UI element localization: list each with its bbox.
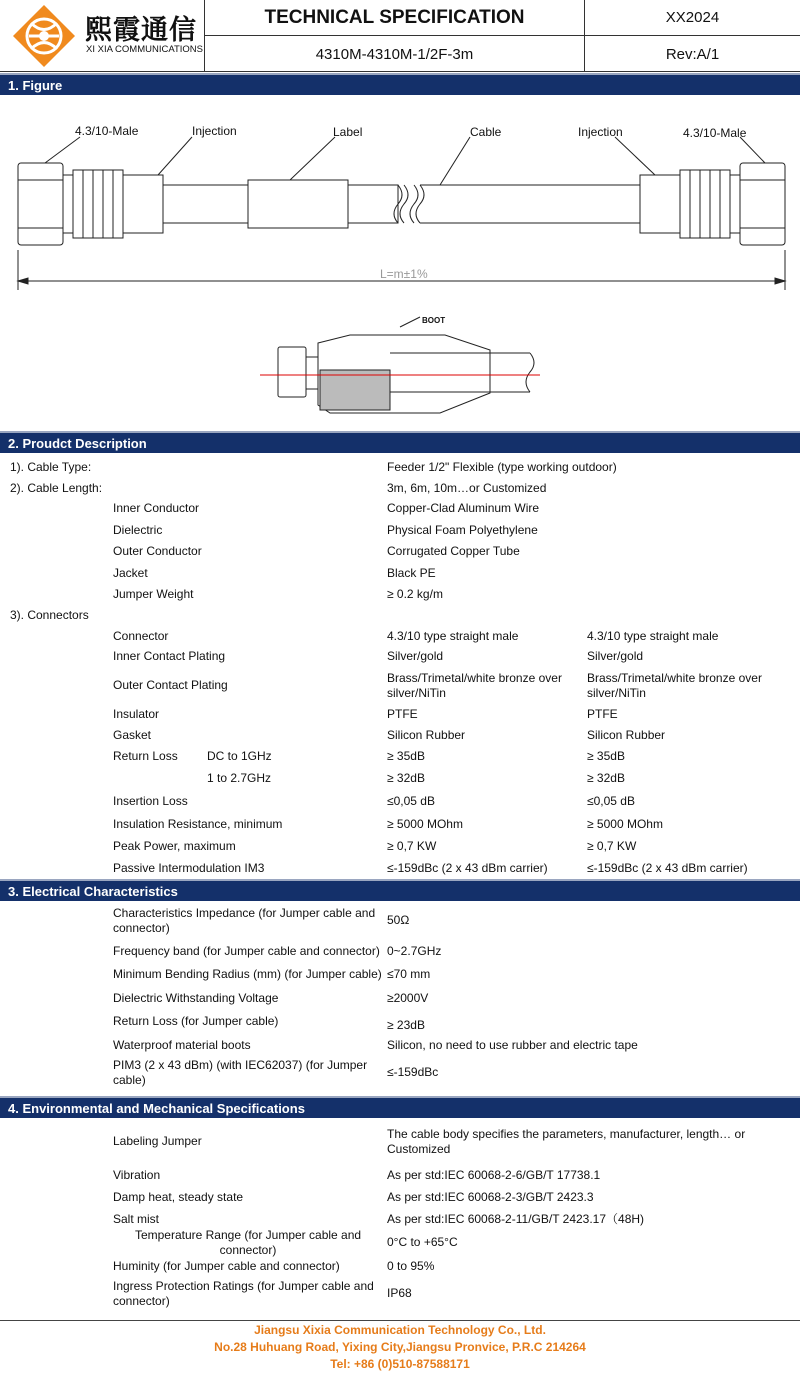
label-label: Label [333, 125, 363, 139]
electrical-spec-value: ≥ 23dB [387, 1018, 425, 1032]
section-electrical-header: 3. Electrical Characteristics [0, 879, 800, 901]
cable-spec-value: ≥ 0.2 kg/m [387, 587, 443, 601]
connector-spec-value-a: Silicon Rubber [387, 728, 466, 742]
cable-drawing [0, 95, 800, 430]
connector-spec-value-a: PTFE [387, 707, 418, 721]
environmental-spec-name: Temperature Range (for Jumper cable and connector) [134, 1228, 362, 1257]
electrical-spec-name: Frequency band (for Jumper cable and connector) [113, 944, 380, 958]
electrical-spec-value: ≥2000V [387, 991, 429, 1005]
label-right-connector: 4.3/10-Male [683, 126, 747, 140]
label-cable: Cable [470, 125, 502, 139]
label-left-injection: Injection [192, 124, 237, 138]
connector-spec-value-a: ≤-159dBc (2 x 43 dBm carrier) [387, 861, 548, 875]
cable-length-value: 3m, 6m, 10m…or Customized [387, 481, 547, 495]
connector-spec-value-a: ≥ 0,7 KW [387, 839, 437, 853]
doc-number: XX2024 [585, 0, 800, 36]
electrical-spec-value: ≤-159dBc [387, 1065, 439, 1079]
connector-spec-name: Insulator [113, 707, 160, 721]
part-number: 4310M-4310M-1/2F-3m [205, 36, 585, 72]
connector-spec-value-b: ≤0,05 dB [587, 794, 635, 808]
cable-spec-name: Outer Conductor [113, 544, 202, 558]
company-name-cn: 熙霞通信 [85, 15, 197, 46]
connector-spec-value-a: 4.3/10 type straight male [387, 629, 519, 643]
cable-length-label: 2). Cable Length: [10, 481, 103, 495]
connector-spec-value-b: Silver/gold [587, 649, 644, 663]
footer-address: No.28 Huhuang Road, Yixing City,Jiangsu Pronvice, P.R.C 214264 [214, 1340, 586, 1354]
footer-tel: Tel: +86 (0)510-87588171 [330, 1357, 470, 1371]
label-length-tolerance: L=m±1% [380, 267, 428, 281]
company-logo [0, 0, 205, 72]
electrical-spec-value: 50Ω [387, 913, 410, 927]
connector-spec-value-b: PTFE [587, 707, 618, 721]
connector-spec-value-b: ≥ 35dB [587, 749, 625, 763]
logo-icon [9, 3, 79, 69]
connector-spec-value-b: Silicon Rubber [587, 728, 666, 742]
doc-title: TECHNICAL SPECIFICATION [205, 0, 585, 36]
connector-spec-name: Outer Contact Plating [113, 678, 228, 692]
connector-spec-name: Passive Intermodulation IM3 [113, 861, 265, 875]
cable-spec-name: Inner Conductor [113, 501, 200, 515]
connector-spec-name: Gasket [113, 728, 152, 742]
cable-type-value: Feeder 1/2" Flexible (type working outdoor) [387, 460, 617, 474]
cable-spec-name: Jumper Weight [113, 587, 194, 601]
electrical-spec-name: Characteristics Impedance (for Jumper cable and connector) [113, 906, 376, 935]
section-product-header: 2. Proudct Description [0, 431, 800, 453]
environmental-spec-name: Labeling Jumper [113, 1134, 202, 1148]
environmental-spec-name: Vibration [113, 1168, 161, 1182]
connector-spec-value-b: 4.3/10 type straight male [587, 629, 719, 643]
connector-spec-value-b: Brass/Trimetal/white bronze over silver/NiTin [587, 671, 762, 700]
electrical-spec-value: 0~2.7GHz [387, 944, 442, 958]
electrical-spec-name: PIM3 (2 x 43 dBm) (with IEC62037) (for Jumper cable) [113, 1058, 368, 1087]
footer-company: Jiangsu Xixia Communication Technology Co., Ltd. [254, 1323, 546, 1337]
connector-spec-value-a: ≥ 32dB [387, 771, 425, 785]
cable-spec-value: Copper-Clad Aluminum Wire [387, 501, 540, 515]
label-left-connector: 4.3/10-Male [75, 124, 139, 138]
connector-spec-name: Insulation Resistance, minimum [113, 817, 283, 831]
environmental-spec-name: Salt mist [113, 1212, 160, 1226]
environmental-spec-name: Huminity (for Jumper cable and connector) [113, 1259, 340, 1273]
connector-spec-subcondition: DC to 1GHz [207, 749, 272, 763]
connector-spec-value-a: Brass/Trimetal/white bronze over silver/NiTin [387, 671, 562, 700]
cable-spec-value: Physical Foam Polyethylene [387, 523, 538, 537]
electrical-spec-name: Dielectric Withstanding Voltage [113, 991, 279, 1005]
connector-spec-value-b: ≥ 5000 MOhm [587, 817, 663, 831]
connector-spec-name: Connector [113, 629, 169, 643]
environmental-spec-value: 0 to 95% [387, 1259, 435, 1273]
revision: Rev:A/1 [665, 45, 720, 63]
connectors-label: 3). Connectors [10, 608, 89, 622]
electrical-spec-name: Minimum Bending Radius (mm) (for Jumper cable) [113, 967, 382, 981]
label-right-injection: Injection [578, 125, 623, 139]
cable-spec-value: Black PE [387, 566, 436, 580]
footer [0, 1322, 800, 1373]
environmental-spec-value: The cable body specifies the parameters, manufacturer, length… or Customized [387, 1127, 746, 1156]
cable-spec-name: Dielectric [113, 523, 163, 537]
connector-spec-value-a: ≥ 5000 MOhm [387, 817, 463, 831]
environmental-spec-value: IP68 [387, 1286, 412, 1300]
document-header [0, 0, 800, 72]
cable-type-label: 1). Cable Type: [10, 460, 92, 474]
cable-spec-value: Corrugated Copper Tube [387, 544, 520, 558]
connector-spec-name: Peak Power, maximum [113, 839, 236, 853]
environmental-spec-name: Ingress Protection Ratings (for Jumper cable and connector) [113, 1279, 374, 1308]
cable-spec-name: Jacket [113, 566, 148, 580]
electrical-spec-value: ≤70 mm [387, 967, 431, 981]
electrical-spec-name: Waterproof material boots [113, 1038, 251, 1052]
footer-divider [0, 1320, 800, 1321]
environmental-spec-value: 0°C to +65°C [387, 1235, 458, 1249]
connector-spec-name: Return Loss [113, 749, 178, 763]
environmental-spec-name: Damp heat, steady state [113, 1190, 244, 1204]
connector-spec-value-a: ≤0,05 dB [387, 794, 435, 808]
section-figure-header: 1. Figure [0, 73, 800, 95]
connector-spec-value-b: ≥ 32dB [587, 771, 625, 785]
connector-spec-value-b: ≤-159dBc (2 x 43 dBm carrier) [587, 861, 748, 875]
electrical-spec-name: Return Loss (for Jumper cable) [113, 1014, 279, 1028]
connector-spec-name: Inner Contact Plating [113, 649, 226, 663]
environmental-spec-value: As per std:IEC 60068-2-3/GB/T 2423.3 [387, 1190, 594, 1204]
connector-spec-name: Insertion Loss [113, 794, 188, 808]
section-environmental-header: 4. Environmental and Mechanical Specifications [0, 1096, 800, 1118]
environmental-spec-value: As per std:IEC 60068-2-6/GB/T 17738.1 [387, 1168, 601, 1182]
connector-spec-value-b: ≥ 0,7 KW [587, 839, 637, 853]
connector-spec-subcondition: 1 to 2.7GHz [207, 771, 272, 785]
connector-spec-value-a: ≥ 35dB [387, 749, 425, 763]
company-name-en: XI XIA COMMUNICATIONS [86, 44, 204, 55]
label-boot: BOOT [422, 316, 446, 325]
environmental-spec-value: As per std:IEC 60068-2-11/GB/T 2423.17（48H) [387, 1212, 645, 1226]
cable-assembly-figure [0, 95, 800, 430]
electrical-spec-value: Silicon, no need to use rubber and electric tape [387, 1038, 638, 1052]
connector-spec-value-a: Silver/gold [387, 649, 444, 663]
